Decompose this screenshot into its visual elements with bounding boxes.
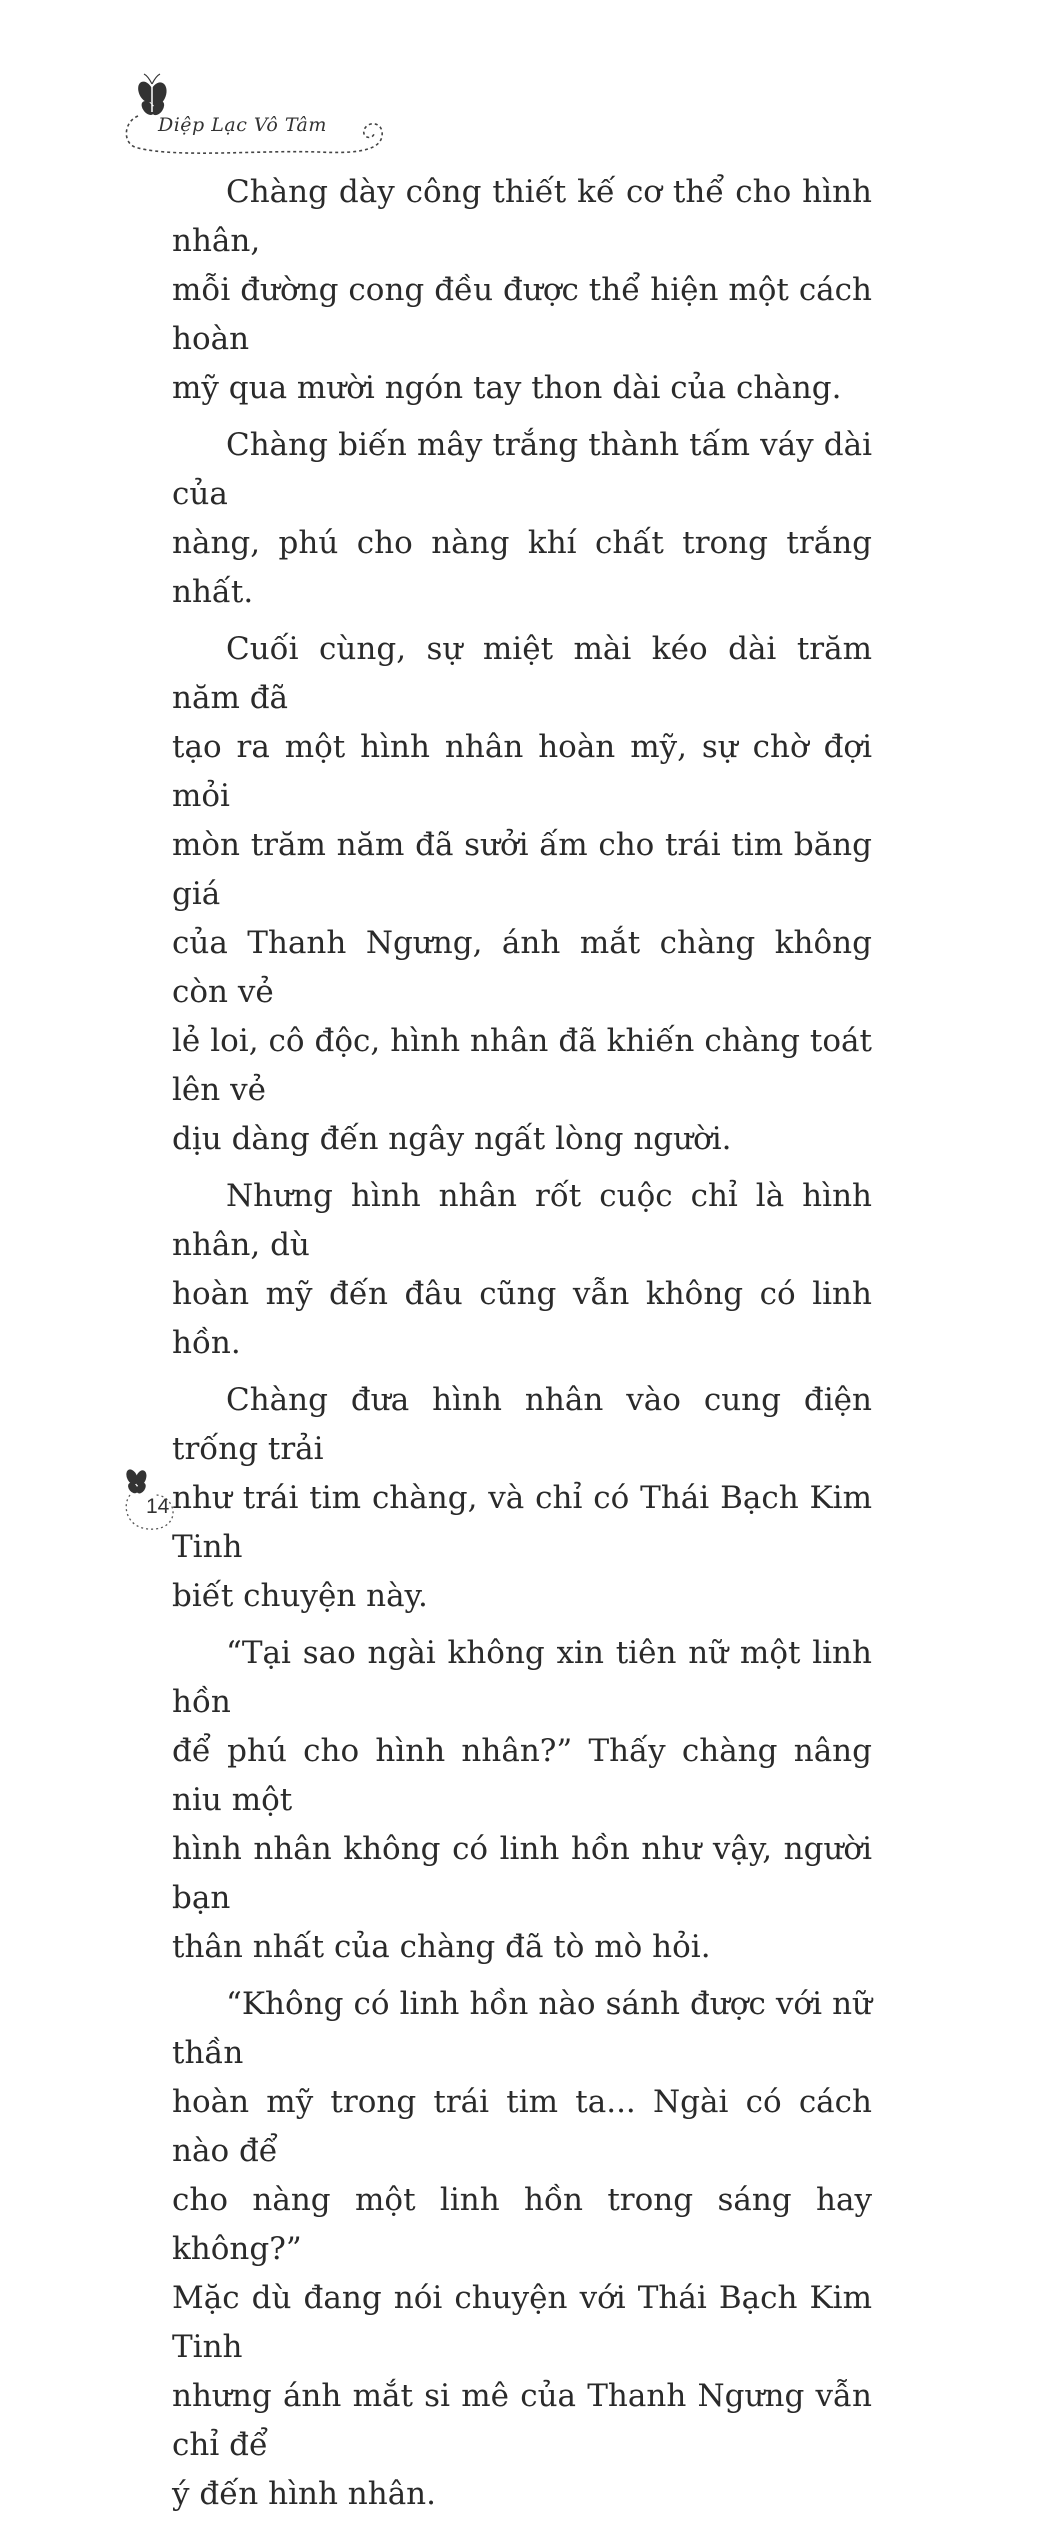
paragraph: Chàng dày công thiết kế cơ thể cho hình nhân, mỗi đường cong đều được thể hiện một cách hoàn mỹ qua mười ngón tay thon dài của chàng. [172, 174, 872, 406]
paragraph: Nhưng hình nhân rốt cuộc chỉ là hình nhân, dù hoàn mỹ đến đâu cũng vẫn không có linh hồn. [172, 1178, 872, 1361]
paragraph: Chàng biến mây trắng thành tấm váy dài của nàng, phú cho nàng khí chất trong trắng nhất. [172, 427, 872, 610]
page-footer [120, 1465, 200, 1535]
body-text [172, 168, 872, 2527]
book-title: Diệp Lạc Vô Tâm [158, 114, 327, 136]
running-header [118, 70, 408, 180]
paragraph: “Tại sao ngài không xin tiên nữ một linh hồn để phú cho hình nhân?” Thấy chàng nâng niu một hình nhân không có linh hồn như vậy, người bạn thân nhất của chàng đã tò mò hỏi. [172, 1635, 872, 1965]
paragraph: Cuối cùng, sự miệt mài kéo dài trăm năm đã tạo ra một hình nhân hoàn mỹ, sự chờ đợi mỏi mòn trăm năm đã sưởi ấm cho trái tim băng giá của Thanh Ngưng, ánh mắt chàng không còn vẻ lẻ loi, cô độc, hình nhân đã khiến chàng toát lên vẻ dịu dàng đến ngây ngất lòng người. [172, 631, 872, 1157]
paragraph: “Không có linh hồn nào sánh được với nữ thần hoàn mỹ trong trái tim ta... Ngài có cách nào để cho nàng một linh hồn trong sáng hay không?” Mặc dù đang nói chuyện với Thái Bạch Kim Tinh nhưng ánh mắt si mê của Thanh Ngưng vẫn chỉ để ý đến hình nhân. [172, 1986, 872, 2512]
paragraph: Chàng đưa hình nhân vào cung điện trống trải như trái tim chàng, và chỉ có Thái Bạch Kim Tinh biết chuyện này. [172, 1382, 872, 1614]
page-number: 14 [146, 1495, 170, 1518]
